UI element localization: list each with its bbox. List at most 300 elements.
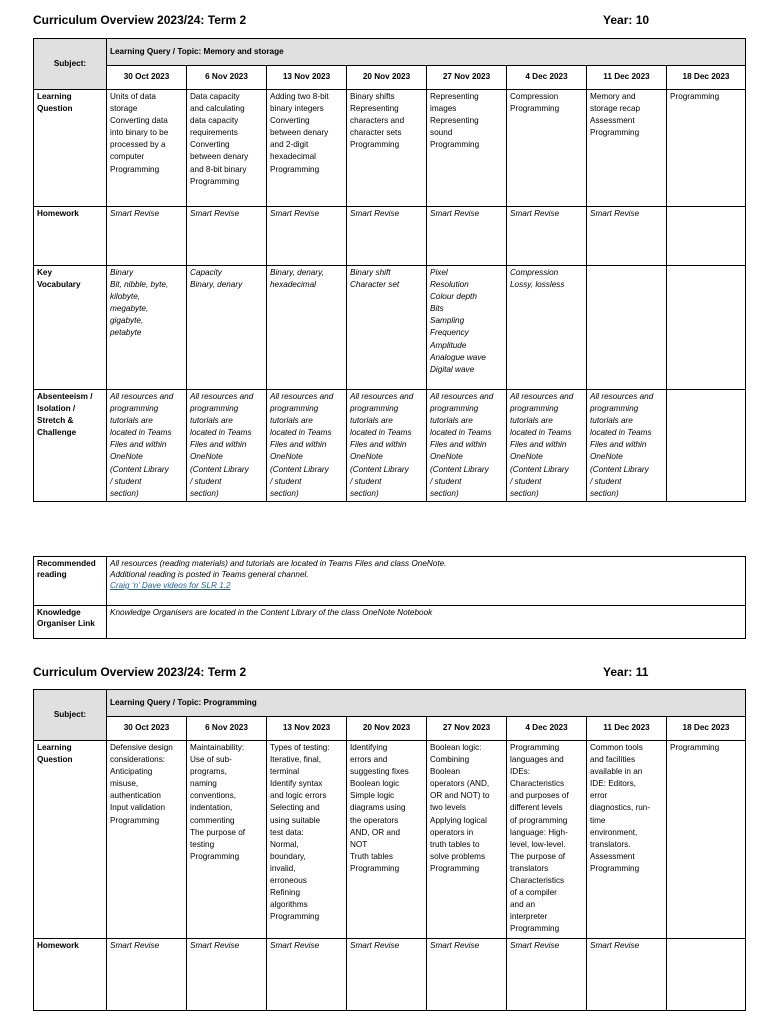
cell-line: section) bbox=[590, 488, 619, 498]
cell-line: Representing bbox=[430, 116, 479, 126]
cell-line: Combining bbox=[430, 755, 470, 765]
cell-line: AND, OR and bbox=[350, 827, 401, 837]
table-cell bbox=[427, 390, 507, 502]
topic-title: Learning Query / Topic: Programming bbox=[107, 690, 746, 717]
cell-line: Files and within bbox=[590, 440, 647, 450]
cell-line: Files and within bbox=[190, 440, 247, 450]
cell-line: time bbox=[590, 815, 606, 825]
cell-line: All resources and bbox=[270, 392, 334, 401]
curriculum-table-year-10 bbox=[33, 38, 746, 502]
table-cell bbox=[587, 90, 667, 207]
cell-line: error bbox=[590, 791, 608, 801]
row-header bbox=[34, 939, 107, 1011]
cell-line: / student bbox=[190, 476, 222, 486]
topic-title: Learning Query / Topic: Memory and storage bbox=[107, 39, 746, 66]
cell-line: OneNote bbox=[350, 452, 383, 462]
cell-line: Refining bbox=[270, 888, 301, 898]
cell-line: Compression bbox=[510, 92, 559, 101]
cell-line: Smart Revise bbox=[350, 209, 400, 218]
cell-line: IDE: Editors, bbox=[590, 779, 636, 789]
cell-line: / student bbox=[510, 476, 542, 486]
week-date: 4 Dec 2023 bbox=[507, 717, 587, 741]
cell-line: Bit, nibble, byte, bbox=[110, 280, 169, 290]
cell-line: Anticipating bbox=[110, 767, 153, 777]
week-date: 11 Dec 2023 bbox=[587, 66, 667, 90]
row-header-line: Stretch & bbox=[37, 416, 74, 426]
table-cell bbox=[347, 207, 427, 266]
cell-line: gigabyte, bbox=[110, 316, 144, 326]
table-cell bbox=[347, 390, 427, 502]
cell-line: Maintainability: bbox=[190, 743, 245, 752]
cell-line: and purposes of bbox=[510, 791, 569, 801]
cell-line: Binary, denary, bbox=[270, 268, 324, 277]
cell-line: Binary bbox=[110, 268, 134, 277]
week-date: 30 Oct 2023 bbox=[107, 66, 187, 90]
cell-line: tutorials are bbox=[350, 416, 393, 426]
table-cell bbox=[427, 266, 507, 390]
cell-line: Use of sub- bbox=[190, 755, 232, 765]
week-date: 27 Nov 2023 bbox=[427, 717, 507, 741]
cell-line: tutorials are bbox=[510, 416, 553, 426]
row-header bbox=[34, 390, 107, 502]
cell-line: NOT bbox=[350, 839, 368, 849]
cell-line: Boolean logic bbox=[350, 779, 400, 789]
table-cell bbox=[667, 939, 746, 1011]
cell-line: Capacity bbox=[190, 268, 222, 277]
week-date: 27 Nov 2023 bbox=[427, 66, 507, 90]
cell-line: Programming bbox=[430, 140, 480, 150]
cell-line: Digital wave bbox=[430, 364, 475, 374]
table-cell bbox=[427, 90, 507, 207]
cell-line: Assessment bbox=[590, 851, 635, 861]
cell-line: All resources and bbox=[510, 392, 574, 401]
cell-line: Files and within bbox=[430, 440, 487, 450]
week-date: 4 Dec 2023 bbox=[507, 66, 587, 90]
week-date: 30 Oct 2023 bbox=[107, 717, 187, 741]
cell-line: translators bbox=[510, 863, 549, 873]
table-cell bbox=[587, 390, 667, 502]
cell-line: Sampling bbox=[430, 316, 465, 326]
cell-line: processed by a bbox=[110, 140, 166, 150]
table-cell bbox=[507, 90, 587, 207]
cell-line: Defensive design bbox=[110, 743, 173, 752]
cell-line: OneNote bbox=[270, 452, 303, 462]
page-title: Curriculum Overview 2023/24: Term 2 bbox=[33, 13, 247, 27]
cell-line: Converting bbox=[270, 116, 310, 126]
cell-line: storage recap bbox=[590, 104, 641, 114]
cell-line: The purpose of bbox=[510, 851, 566, 861]
cell-line: between denary bbox=[190, 152, 249, 162]
subject-label: Subject: bbox=[34, 39, 107, 90]
table-cell bbox=[347, 266, 427, 390]
cell-line: Characteristics bbox=[510, 779, 565, 789]
table-cell bbox=[107, 207, 187, 266]
cell-line: diagrams using bbox=[350, 803, 406, 813]
cell-line: errors and bbox=[350, 755, 388, 765]
cell-line: and an bbox=[510, 900, 536, 910]
date-row bbox=[34, 66, 746, 90]
table-cell bbox=[187, 390, 267, 502]
cell-line: images bbox=[430, 104, 457, 114]
row-header-line: Learning bbox=[37, 743, 72, 752]
cell-line: algorithms bbox=[270, 900, 308, 910]
table-cell bbox=[507, 939, 587, 1011]
row-header-line: Homework bbox=[37, 941, 79, 950]
table-cell bbox=[267, 741, 347, 939]
row-header bbox=[34, 207, 107, 266]
table-cell bbox=[187, 266, 267, 390]
cell-line: Representing bbox=[350, 104, 399, 114]
cell-line: requirements bbox=[190, 128, 238, 138]
cell-line: (Content Library bbox=[190, 464, 249, 474]
cell-line: / student bbox=[590, 476, 622, 486]
curriculum-table-year-11 bbox=[33, 689, 746, 1011]
cell-line: sound bbox=[430, 128, 453, 138]
cell-line: Smart Revise bbox=[110, 941, 160, 950]
cell-line: (Content Library bbox=[110, 464, 169, 474]
cell-line: tutorials are bbox=[110, 416, 153, 426]
cell-line: section) bbox=[270, 488, 299, 498]
cell-line: computer bbox=[110, 152, 145, 162]
table-cell bbox=[427, 207, 507, 266]
cell-line: conventions, bbox=[190, 791, 236, 801]
table-cell bbox=[667, 266, 746, 390]
cell-line: Analogue wave bbox=[430, 352, 486, 362]
row-header-line: Question bbox=[37, 104, 73, 114]
table-cell bbox=[507, 207, 587, 266]
cell-line: petabyte bbox=[110, 328, 142, 338]
recommended-reading-table bbox=[33, 556, 746, 639]
cell-line: Characteristics bbox=[510, 876, 565, 886]
cell-line: considerations: bbox=[110, 755, 166, 765]
topic-row bbox=[34, 690, 746, 717]
week-date: 6 Nov 2023 bbox=[187, 66, 267, 90]
cell-line: programming bbox=[590, 404, 639, 414]
cell-line: Programming bbox=[110, 164, 160, 174]
cell-line: located in Teams bbox=[590, 428, 652, 438]
cell-line: Smart Revise bbox=[430, 941, 480, 950]
cell-line: tutorials are bbox=[590, 416, 633, 426]
table-row bbox=[34, 207, 746, 266]
cell-line: Programming bbox=[270, 912, 320, 922]
table-cell bbox=[267, 939, 347, 1011]
table-cell bbox=[427, 741, 507, 939]
cell-line: Colour depth bbox=[430, 292, 477, 302]
cell-line: naming bbox=[190, 779, 217, 789]
knowledge-organiser-label: Knowledge Organiser Link bbox=[34, 606, 107, 639]
table-row bbox=[34, 390, 746, 502]
table-cell bbox=[187, 207, 267, 266]
section-1-heading bbox=[33, 13, 733, 31]
cell-line: OneNote bbox=[510, 452, 543, 462]
week-date: 18 Dec 2023 bbox=[667, 717, 746, 741]
cell-line: / student bbox=[110, 476, 142, 486]
knowledge-organiser-row bbox=[34, 606, 746, 639]
cell-line: located in Teams bbox=[430, 428, 492, 438]
cell-line: Truth tables bbox=[350, 851, 393, 861]
cell-line: Types of testing: bbox=[270, 743, 330, 752]
table-cell bbox=[187, 741, 267, 939]
cell-line: Programming bbox=[590, 128, 640, 138]
cell-line: Units of data bbox=[110, 92, 156, 101]
cell-line: Simple logic bbox=[350, 791, 395, 801]
cell-line: and 8-bit binary bbox=[190, 164, 247, 174]
cell-line: Character set bbox=[350, 280, 400, 290]
cell-line: test data: bbox=[270, 827, 304, 837]
year-label: Year: 11 bbox=[603, 665, 649, 679]
cell-line: OneNote bbox=[430, 452, 463, 462]
cell-line: testing bbox=[190, 839, 215, 849]
cell-line: Programming bbox=[430, 863, 480, 873]
table-cell bbox=[107, 390, 187, 502]
row-header-line: Learning bbox=[37, 92, 72, 101]
week-date: 6 Nov 2023 bbox=[187, 717, 267, 741]
row-header bbox=[34, 741, 107, 939]
cell-line: Smart Revise bbox=[350, 941, 400, 950]
cell-line: located in Teams bbox=[270, 428, 332, 438]
cell-line: megabyte, bbox=[110, 304, 149, 314]
cell-line: binary integers bbox=[270, 104, 324, 114]
table-cell bbox=[347, 90, 427, 207]
cell-line: Smart Revise bbox=[190, 209, 240, 218]
cell-line: invalid, bbox=[270, 863, 296, 873]
cell-line: Binary, denary bbox=[190, 280, 243, 290]
cell-line: IDEs: bbox=[510, 767, 531, 777]
cell-line: interpreter bbox=[510, 912, 548, 922]
week-date: 13 Nov 2023 bbox=[267, 717, 347, 741]
cell-line: erroneous bbox=[270, 876, 307, 886]
cell-line: Programming bbox=[670, 92, 720, 101]
week-date: 13 Nov 2023 bbox=[267, 66, 347, 90]
cell-line: (Content Library bbox=[430, 464, 489, 474]
cell-line: Programming bbox=[110, 815, 160, 825]
table-cell bbox=[267, 390, 347, 502]
row-header-line: Homework bbox=[37, 209, 79, 218]
cell-line: Smart Revise bbox=[590, 209, 640, 218]
cell-line: Data capacity bbox=[190, 92, 240, 101]
cell-line: / student bbox=[350, 476, 382, 486]
cell-line: Converting data bbox=[110, 116, 168, 126]
cell-line: The purpose of bbox=[190, 827, 246, 837]
table-cell bbox=[347, 939, 427, 1011]
cell-line: Identify syntax bbox=[270, 779, 323, 789]
cell-line: and facilities bbox=[590, 755, 636, 765]
cell-line: Normal, bbox=[270, 839, 299, 849]
cell-line: storage bbox=[110, 104, 138, 114]
row-header-line: Challenge bbox=[37, 428, 77, 438]
table-cell bbox=[107, 939, 187, 1011]
cell-line: All resources and bbox=[110, 392, 174, 401]
table-cell bbox=[667, 390, 746, 502]
cell-line: Programming bbox=[510, 743, 560, 752]
cell-line: Frequency bbox=[430, 328, 469, 338]
cell-line: data capacity bbox=[190, 116, 239, 126]
cell-line: located in Teams bbox=[350, 428, 412, 438]
table-cell bbox=[347, 741, 427, 939]
cell-line: programming bbox=[110, 404, 159, 414]
cell-line: Pixel bbox=[430, 268, 448, 277]
cell-line: terminal bbox=[270, 767, 300, 777]
cell-line: of programming bbox=[510, 815, 568, 825]
cell-line: located in Teams bbox=[190, 428, 252, 438]
table-cell bbox=[667, 90, 746, 207]
table-cell bbox=[427, 939, 507, 1011]
cell-line: Programming bbox=[590, 863, 640, 873]
cell-line: two levels bbox=[430, 803, 466, 813]
recommended-reading-content bbox=[107, 557, 746, 606]
cell-line: of a compiler bbox=[510, 888, 557, 898]
cell-line: Smart Revise bbox=[270, 209, 320, 218]
cell-line: truth tables to bbox=[430, 839, 480, 849]
cell-line: Programming bbox=[270, 164, 320, 174]
cell-line: environment, bbox=[590, 827, 638, 837]
recommended-reading-label: Recommended reading bbox=[34, 557, 107, 606]
cell-line: boundary, bbox=[270, 851, 306, 861]
cell-line: suggesting fixes bbox=[350, 767, 409, 777]
week-date: 11 Dec 2023 bbox=[587, 717, 667, 741]
table-cell bbox=[107, 90, 187, 207]
cell-line: Files and within bbox=[350, 440, 407, 450]
page-title: Curriculum Overview 2023/24: Term 2 bbox=[33, 665, 247, 679]
row-header-line: Absenteeism / bbox=[37, 392, 93, 401]
cell-line: / student bbox=[270, 476, 302, 486]
cell-line: section) bbox=[430, 488, 459, 498]
cell-line: Adding two 8-bit bbox=[270, 92, 329, 101]
table-cell bbox=[667, 741, 746, 939]
cell-line: programming bbox=[350, 404, 399, 414]
cell-line: All resources and bbox=[430, 392, 494, 401]
table-cell bbox=[507, 266, 587, 390]
cell-line: Common tools bbox=[590, 743, 643, 752]
cell-line: OneNote bbox=[190, 452, 223, 462]
table-row bbox=[34, 939, 746, 1011]
cell-line: All resources and bbox=[190, 392, 254, 401]
cell-line: and 2-digit bbox=[270, 140, 309, 150]
cell-line: Smart Revise bbox=[510, 941, 560, 950]
cell-line: programming bbox=[270, 404, 319, 414]
cell-line: Programming bbox=[350, 140, 400, 150]
cell-line: kilobyte, bbox=[110, 292, 141, 302]
cell-line: diagnostics, run- bbox=[590, 803, 651, 813]
cell-line: Files and within bbox=[110, 440, 167, 450]
cell-line: programming bbox=[430, 404, 479, 414]
recommended-reading-row bbox=[34, 557, 746, 606]
table-cell bbox=[587, 266, 667, 390]
table-cell bbox=[507, 390, 587, 502]
cell-line: hexadecimal bbox=[270, 280, 316, 290]
cell-line: (Content Library bbox=[350, 464, 409, 474]
cell-line: Binary shift bbox=[350, 268, 391, 277]
week-date: 20 Nov 2023 bbox=[347, 66, 427, 90]
cell-line: and logic errors bbox=[270, 791, 327, 801]
row-header-line: Vocabulary bbox=[37, 280, 81, 290]
cell-line: Boolean logic: bbox=[430, 743, 482, 752]
cell-line: tutorials are bbox=[430, 416, 473, 426]
knowledge-organiser-text: Knowledge Organisers are located in the Content Library of the class OneNote Notebook bbox=[107, 606, 746, 639]
cell-line: Files and within bbox=[270, 440, 327, 450]
cell-line: Iterative, final, bbox=[270, 755, 321, 765]
row-header bbox=[34, 90, 107, 207]
table-row bbox=[34, 266, 746, 390]
cell-line: located in Teams bbox=[510, 428, 572, 438]
cell-line: languages and bbox=[510, 755, 564, 765]
row-header-line: Key bbox=[37, 268, 53, 277]
cell-line: Boolean bbox=[430, 767, 461, 777]
cell-line: Memory and bbox=[590, 92, 636, 101]
table-row bbox=[34, 90, 746, 207]
cell-line: level, low-level. bbox=[510, 839, 566, 849]
cell-line: Files and within bbox=[510, 440, 567, 450]
cell-line: tutorials are bbox=[270, 416, 313, 426]
cell-line: Amplitude bbox=[430, 340, 467, 350]
reading-line: Additional reading is posted in Teams general channel. bbox=[110, 570, 309, 579]
cell-line: section) bbox=[190, 488, 219, 498]
cell-line: Bits bbox=[430, 304, 444, 314]
cell-line: hexadecimal bbox=[270, 152, 316, 162]
cell-line: available in an bbox=[590, 767, 643, 777]
cell-line: section) bbox=[110, 488, 139, 498]
cell-line: programs, bbox=[190, 767, 227, 777]
cell-line: Applying logical bbox=[430, 815, 487, 825]
cell-line: All resources and bbox=[350, 392, 414, 401]
cell-line: solve problems bbox=[430, 851, 486, 861]
table-cell bbox=[187, 939, 267, 1011]
subject-label: Subject: bbox=[34, 690, 107, 741]
table-cell bbox=[107, 741, 187, 939]
cell-line: into binary to be bbox=[110, 128, 169, 138]
cell-line: (Content Library bbox=[590, 464, 649, 474]
cell-line: programming bbox=[510, 404, 559, 414]
cell-line: section) bbox=[510, 488, 539, 498]
table-row bbox=[34, 741, 746, 939]
table-cell bbox=[107, 266, 187, 390]
cell-line: language: High- bbox=[510, 827, 568, 837]
cell-line: Programming bbox=[670, 743, 720, 752]
table-cell bbox=[267, 266, 347, 390]
table-cell bbox=[587, 939, 667, 1011]
week-date: 18 Dec 2023 bbox=[667, 66, 746, 90]
cell-line: Smart Revise bbox=[510, 209, 560, 218]
cell-line: Representing bbox=[430, 92, 479, 101]
table-cell bbox=[507, 741, 587, 939]
cell-line: between denary bbox=[270, 128, 329, 138]
week-date: 20 Nov 2023 bbox=[347, 717, 427, 741]
cell-line: authentication bbox=[110, 791, 161, 801]
cell-line: characters and bbox=[350, 116, 405, 126]
cell-line: Smart Revise bbox=[110, 209, 160, 218]
cell-line: located in Teams bbox=[110, 428, 172, 438]
table-cell bbox=[267, 90, 347, 207]
cell-line: the operators bbox=[350, 815, 399, 825]
cell-line: OR and NOT) to bbox=[430, 791, 490, 801]
cell-line: Compression bbox=[510, 268, 559, 277]
table-cell bbox=[587, 741, 667, 939]
row-header-line: Isolation / bbox=[37, 404, 76, 414]
cell-line: Smart Revise bbox=[430, 209, 480, 218]
cell-line: operators in bbox=[430, 827, 474, 837]
table-cell bbox=[667, 207, 746, 266]
cell-line: Resolution bbox=[430, 280, 469, 290]
cell-line: OneNote bbox=[110, 452, 143, 462]
cell-line: Smart Revise bbox=[270, 941, 320, 950]
table-cell bbox=[267, 207, 347, 266]
cell-line: section) bbox=[350, 488, 379, 498]
cell-line: Programming bbox=[510, 924, 560, 934]
craig-n-dave-link[interactable]: Craig ‘n’ Dave videos for SLR 1.2 bbox=[110, 581, 231, 590]
cell-line: Input validation bbox=[110, 803, 166, 813]
cell-line: / student bbox=[430, 476, 462, 486]
cell-line: Programming bbox=[350, 863, 400, 873]
